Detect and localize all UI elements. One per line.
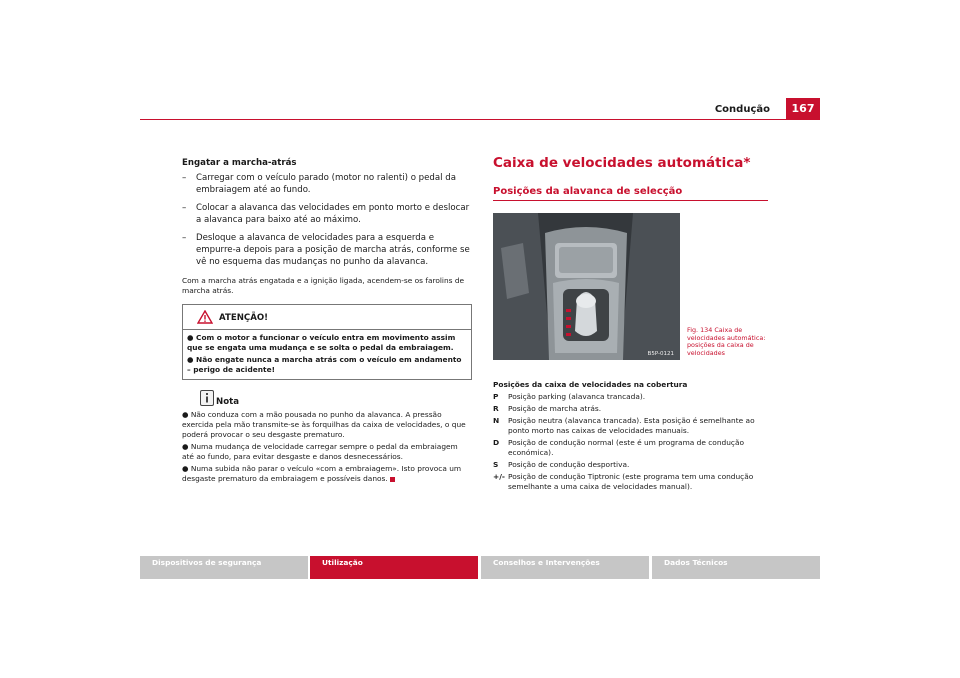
note-body bbox=[182, 410, 472, 484]
left-column bbox=[182, 157, 472, 486]
position-key: N bbox=[493, 416, 500, 425]
footer-tab-technical-data[interactable]: Dados Técnicos bbox=[652, 556, 820, 579]
section-title: Caixa de velocidades automática* bbox=[493, 155, 751, 171]
position-text: Posição de condução normal (este é um programa de condução económica). bbox=[508, 438, 744, 457]
step-dash: – bbox=[182, 233, 187, 243]
page-number: 167 bbox=[786, 98, 820, 120]
note-item: ● Não conduza com a mão pousada no punho da alavanca. A pressão exercida pela mão transmite-se às forquilhas da caixa de velocidades, o que poderá provocar o seu desgaste prematuro. bbox=[182, 410, 466, 439]
note-title: Nota bbox=[216, 397, 240, 407]
step-text: Carregar com o veículo parado (motor no ralenti) o pedal da embraiagem até ao fundo. bbox=[196, 173, 456, 195]
list-item bbox=[493, 404, 773, 414]
photo-code: B5P-0121 bbox=[647, 351, 674, 357]
step-item bbox=[182, 202, 472, 226]
warning-header bbox=[183, 305, 471, 330]
position-key: P bbox=[493, 392, 499, 401]
header-rule bbox=[140, 119, 820, 120]
position-key: D bbox=[493, 438, 500, 447]
step-dash: – bbox=[182, 203, 187, 213]
position-key: +/- bbox=[493, 472, 505, 481]
warning-box bbox=[182, 304, 472, 380]
gear-positions-list bbox=[493, 380, 773, 494]
warning-body bbox=[183, 330, 471, 379]
reverse-lights-text: Com a marcha atrás engatada e a ignição ligada, acendem-se os farolins de marcha atrás. bbox=[182, 276, 465, 295]
footer-tab-usage[interactable]: Utilização bbox=[310, 556, 478, 579]
list-item bbox=[493, 392, 773, 402]
bullet-icon: ● bbox=[182, 464, 189, 473]
list-item bbox=[493, 472, 773, 492]
subtitle-rule bbox=[493, 200, 768, 201]
warning-item: ● Não engate nunca a marcha atrás com o veículo em andamento – perigo de acidente! bbox=[187, 355, 462, 374]
note-item: ● Numa subida não parar o veículo «com a embraiagem». Isto provoca um desgaste prematuro da embraiagem e possíveis danos. bbox=[182, 464, 462, 483]
position-text: Posição de marcha atrás. bbox=[508, 404, 602, 413]
footer-tab-safety[interactable]: Dispositivos de segurança bbox=[140, 556, 308, 579]
bullet-icon: ● bbox=[182, 410, 189, 419]
warning-item: ● Com o motor a funcionar o veículo entra em movimento assim que se engata uma mudança e se solta o pedal da embraiagem. bbox=[187, 333, 456, 352]
warning-triangle-icon bbox=[197, 310, 213, 324]
note-icon bbox=[200, 390, 214, 406]
list-item bbox=[493, 438, 773, 458]
position-text: Posição neutra (alavanca trancada). Esta posição é semelhante ao ponto morto nas caixas de velocidades manuais. bbox=[508, 416, 755, 435]
note-header bbox=[182, 390, 472, 410]
step-item bbox=[182, 232, 472, 268]
position-key: R bbox=[493, 404, 499, 413]
running-header-title: Condução bbox=[714, 104, 770, 115]
step-text: Desloque a alavanca de velocidades para a esquerda e empurre-a depois para a posição de marcha atrás, conforme se vê no esquema das mudanças no punho da alavanca. bbox=[196, 233, 470, 267]
list-item bbox=[493, 416, 773, 436]
position-key: S bbox=[493, 460, 499, 469]
bullet-icon: ● bbox=[187, 333, 194, 342]
step-item bbox=[182, 172, 472, 196]
footer-tab-advice[interactable]: Conselhos e Intervenções bbox=[481, 556, 649, 579]
note-item: ● Numa mudança de velocidade carregar sempre o pedal da embraiagem até ao fundo, para evitar desgaste e danos desnecessários. bbox=[182, 442, 458, 461]
position-text: Posição de condução Tiptronic (este programa tem uma condução semelhante a uma caixa de velocidades manual). bbox=[508, 472, 754, 491]
figure-caption: Fig. 134 Caixa de velocidades automática: posições da caixa de velocidades bbox=[687, 326, 766, 357]
reverse-gear-heading: Engatar a marcha-atrás bbox=[182, 158, 297, 168]
warning-title: ATENÇÃO! bbox=[219, 313, 269, 323]
positions-heading: Posições da caixa de velocidades na cobertura bbox=[493, 380, 688, 389]
position-text: Posição de condução desportiva. bbox=[508, 460, 630, 469]
bullet-icon: ● bbox=[187, 355, 194, 364]
section-subtitle: Posições da alavanca de selecção bbox=[493, 186, 683, 197]
bullet-icon: ● bbox=[182, 442, 189, 451]
step-text: Colocar a alavanca das velocidades em ponto morto e deslocar a alavanca para baixo até ao máximo. bbox=[196, 203, 470, 225]
step-dash: – bbox=[182, 173, 187, 183]
gear-lever-illustration bbox=[493, 213, 680, 360]
position-text: Posição parking (alavanca trancada). bbox=[508, 392, 646, 401]
gear-selector-photo bbox=[493, 213, 680, 360]
list-item bbox=[493, 460, 773, 470]
section-end-marker bbox=[390, 477, 395, 482]
